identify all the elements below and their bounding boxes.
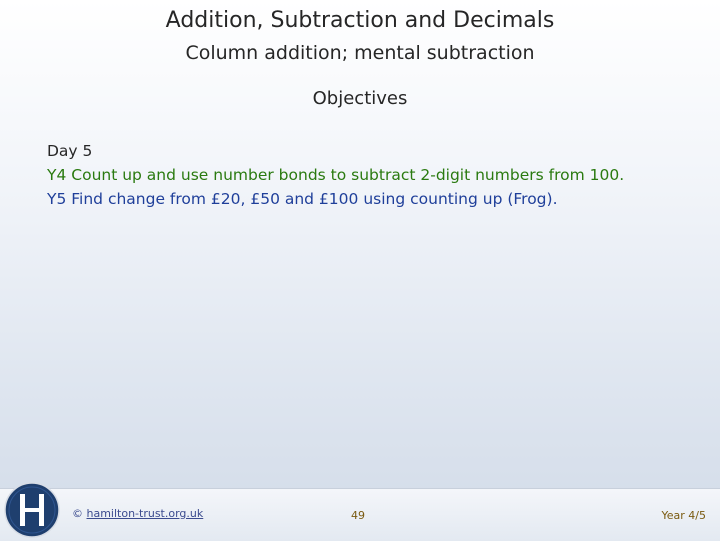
copyright-notice (72, 507, 203, 520)
slide-title: Addition, Subtraction and Decimals (165, 8, 555, 33)
objectives-heading: Objectives (312, 88, 408, 109)
objective-y4: Y4 Count up and use number bonds to subtract 2-digit numbers from 100. (47, 166, 625, 184)
hamilton-logo-icon (3, 481, 61, 539)
day-label: Day 5 (47, 142, 93, 160)
year-group-label: Year 4/5 (661, 509, 706, 522)
slide-subtitle: Column addition; mental subtraction (185, 42, 535, 64)
objective-y5: Y5 Find change from £20, £50 and £100 using counting up (Frog). (47, 190, 558, 208)
hamilton-trust-link[interactable]: hamilton-trust.org.uk (86, 507, 204, 520)
copyright-symbol: © (72, 507, 83, 520)
page-number: 49 (351, 509, 365, 522)
